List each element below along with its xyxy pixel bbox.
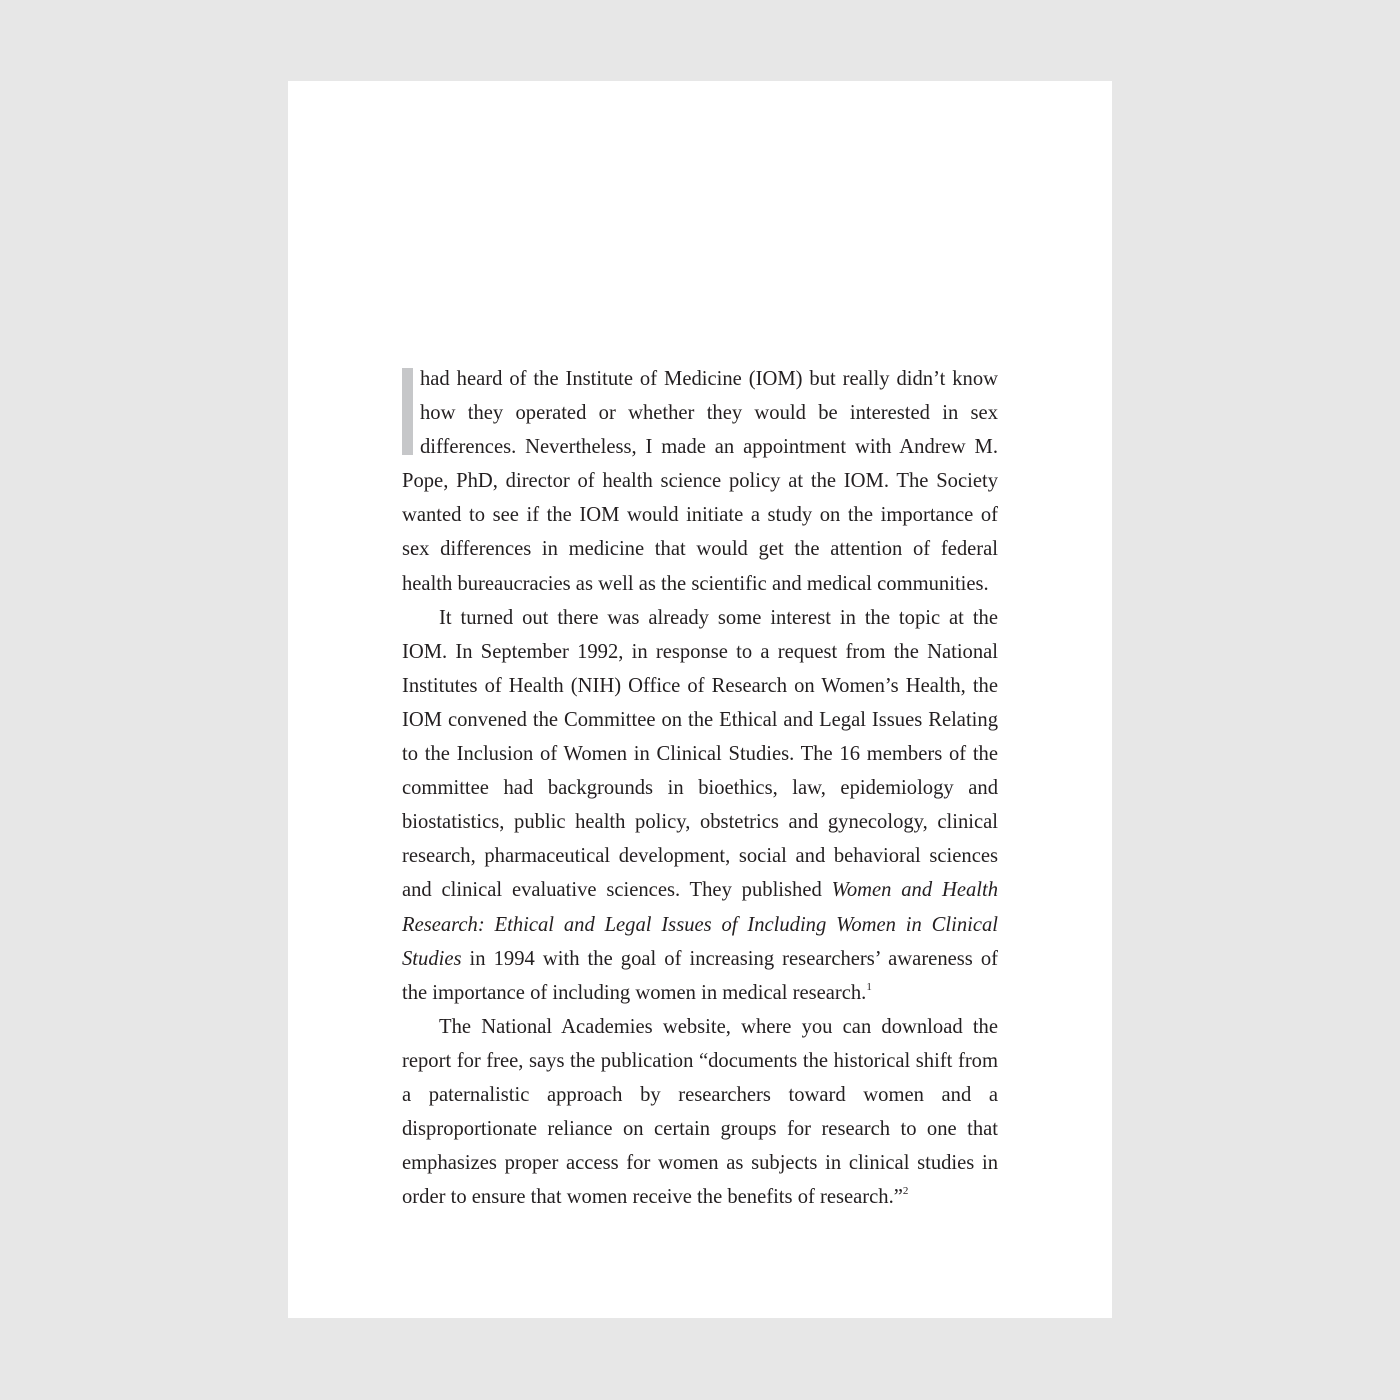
paragraph-3-text: The National Academies website, where you can download the report for free, says the publication “documents the historical shift from a paternalistic approach by researchers toward women and a disproportionate reliance on certain groups for research to one that emphasizes proper access for women as subjects in clinical studies in order to ensure that women receive the benefits of research.”: [402, 1015, 998, 1209]
paragraph-1: [402, 362, 998, 601]
paragraph-3: [402, 1010, 998, 1215]
body-text: [402, 362, 998, 1214]
footnote-marker-2: 2: [902, 1185, 909, 1198]
footnote-marker-1: 1: [866, 980, 872, 993]
paragraph-2-text-end: in 1994 with the goal of increasing researchers’ awareness of the importance of including women in medical research.: [402, 947, 998, 1004]
paragraph-2-text: It turned out there was already some interest in the topic at the IOM. In September 1992, in response to a request from the National Institutes of Health (NIH) Office of Research on Women’s Health, the IOM convened the Committee on the Ethical and Legal Issues Relating to the Inclusion of Women in Clinical Studies. The 16 members of the committee had backgrounds in bioethics, law, epidemiology and biostatistics, public health policy, obstetrics and gynecology, clinical research, pharmaceutical development, social and behavioral sciences and clinical evaluative sciences. They published: [402, 606, 998, 902]
book-page: [288, 81, 1112, 1318]
book-title: Women and Health Research: Ethical and Legal Issues of Including Women in Clinical Studies: [402, 879, 998, 970]
paragraph-1-text: had heard of the Institute of Medicine (IOM) but really didn’t know how they operated or whether they would be interested in sex differences. Nevertheless, I made an appointment with Andrew M. Pope, PhD, director of health science policy at the IOM. The Society wanted to see if the IOM would initiate a study on the importance of sex differences in medicine that would get the attention of federal health bureaucracies as well as the scientific and medical communities.: [402, 368, 998, 595]
paragraph-2: [402, 601, 998, 1010]
dropcap-bar: [402, 368, 413, 455]
